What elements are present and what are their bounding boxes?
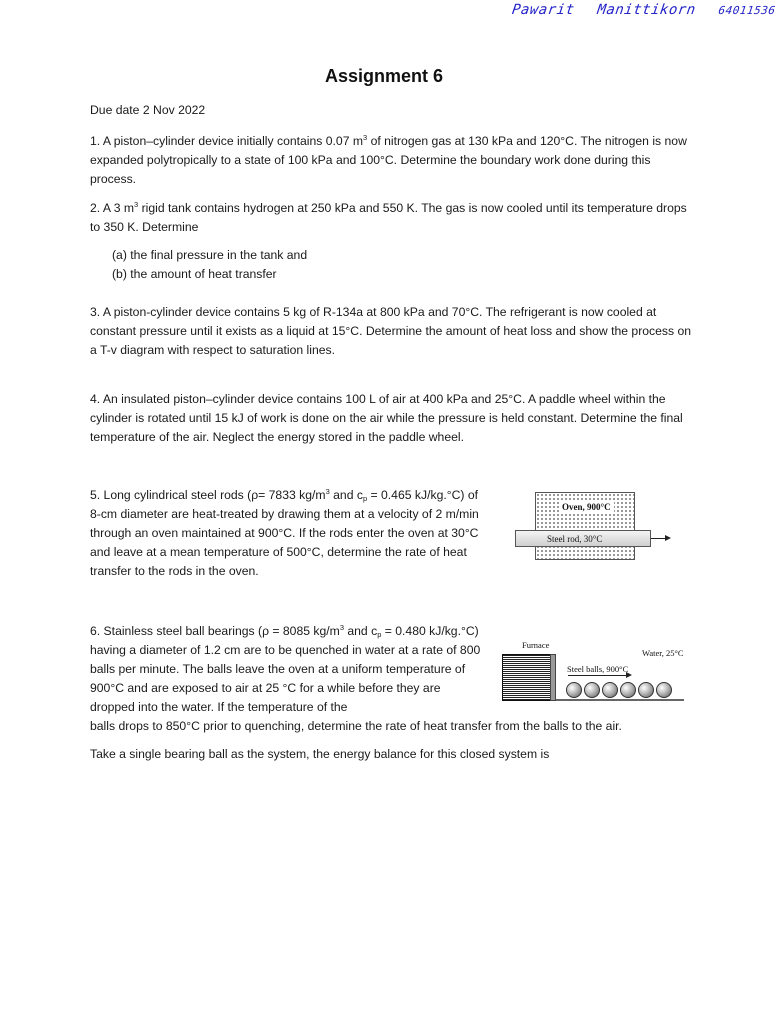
steel-ball <box>656 682 672 698</box>
oven-steel-rod-figure <box>515 492 675 560</box>
signature-first-name: Pawarit <box>510 2 576 18</box>
q2-text-a: 2. A 3 m <box>90 201 135 215</box>
water-label: Water, 25°C <box>642 648 684 658</box>
balls-arrow-head-icon <box>626 672 632 678</box>
closing-statement: Take a single bearing ball as the system, the energy balance for this closed system is <box>90 747 550 761</box>
q6-text-b: and c <box>343 624 378 638</box>
q6-subscript: p <box>377 630 382 639</box>
question-5 <box>90 486 485 581</box>
q2-part-a: (a) the final pressure in the tank and <box>112 248 308 262</box>
due-date: Due date 2 Nov 2022 <box>90 103 206 117</box>
question-6 <box>90 622 485 717</box>
q2-part-b: (b) the amount of heat transfer <box>112 267 277 281</box>
steel-ball <box>602 682 618 698</box>
question-2-parts <box>90 246 695 284</box>
conveyor-floor <box>556 699 684 701</box>
signature-last-name: Manittikorn <box>596 2 697 18</box>
steel-ball <box>566 682 582 698</box>
q6-text-c: = 0.480 kJ/kg.°C) having a diameter of 1.2 cm are to be quenched in water at a rate of 800 balls per minute. The balls leave the oven at a uniform temperature of 900°C and are exposed to air at 25 °C for a while before they are dropped into the water. If the temperature of the <box>90 624 481 714</box>
oven-label: Oven, 900°C <box>559 502 614 512</box>
q5-text-a: 5. Long cylindrical steel rods (ρ= 7833 kg/m <box>90 488 326 502</box>
q6-text-d: balls drops to 850°C prior to quenching, determine the rate of heat transfer from the balls to the air. <box>90 719 622 733</box>
q3-text: 3. A piston-cylinder device contains 5 kg of R-134a at 800 kPa and 70°C. The refrigerant is now cooled at constant pressure until it exists as a liquid at 15°C. Determine the amount of heat loss and show the process on a T-v diagram with respect to saturation lines. <box>90 305 692 357</box>
balls-direction-arrow <box>568 675 628 676</box>
q5-text-b: and c <box>329 488 363 502</box>
q5-superscript: 3 <box>325 487 330 496</box>
q1-text-b: of nitrogen gas at 130 kPa and 120°C. The nitrogen is now expanded polytropically to a state of 100 kPa and 100°C. Determine the boundary work done during this process. <box>90 134 687 186</box>
steel-balls-label: Steel balls, 900°C <box>567 664 629 674</box>
furnace-door <box>550 654 556 701</box>
question-1 <box>90 132 695 189</box>
handwritten-signature <box>511 2 777 18</box>
q1-text-a: 1. A piston–cylinder device initially contains 0.07 m <box>90 134 364 148</box>
q6-text-a: 6. Stainless steel ball bearings (ρ = 8085 kg/m <box>90 624 340 638</box>
question-4 <box>90 390 695 447</box>
q5-subscript: p <box>362 494 368 503</box>
rod-arrow-head-icon <box>665 535 671 541</box>
q2-text-b: rigid tank contains hydrogen at 250 kPa and 550 K. The gas is now cooled until its temperature drops to 350 K. Determine <box>90 201 687 234</box>
furnace-box <box>502 654 552 701</box>
steel-rod-label: Steel rod, 30°C <box>547 534 603 544</box>
question-3 <box>90 303 695 360</box>
signature-student-id: 64011536 <box>717 4 777 17</box>
steel-ball <box>584 682 600 698</box>
furnace-steel-balls-figure <box>500 638 690 703</box>
steel-balls <box>566 682 672 698</box>
q2-superscript: 3 <box>134 200 139 209</box>
furnace-label: Furnace <box>522 640 550 650</box>
steel-ball <box>638 682 654 698</box>
steel-ball <box>620 682 636 698</box>
q1-superscript: 3 <box>363 133 368 142</box>
q6-superscript: 3 <box>339 623 344 632</box>
q5-text-c: = 0.465 kJ/kg.°C) of 8-cm diameter are heat-treated by drawing them at a velocity of 2 m/min through an oven maintained at 900°C. If the rods enter the oven at 30°C and leave at a mean temperature of 500°C, determine the rate of heat transfer to the rods in the oven. <box>90 488 479 578</box>
question-2 <box>90 199 695 237</box>
q4-text: 4. An insulated piston–cylinder device contains 100 L of air at 400 kPa and 25°C. A paddle wheel within the cylinder is rotated until 15 kJ of work is done on the air while the pressure is held constant. Determine the final temperature of the air. Neglect the energy stored in the paddle wheel. <box>90 392 683 444</box>
page-title: Assignment 6 <box>324 66 444 86</box>
question-6-continued <box>90 717 695 736</box>
